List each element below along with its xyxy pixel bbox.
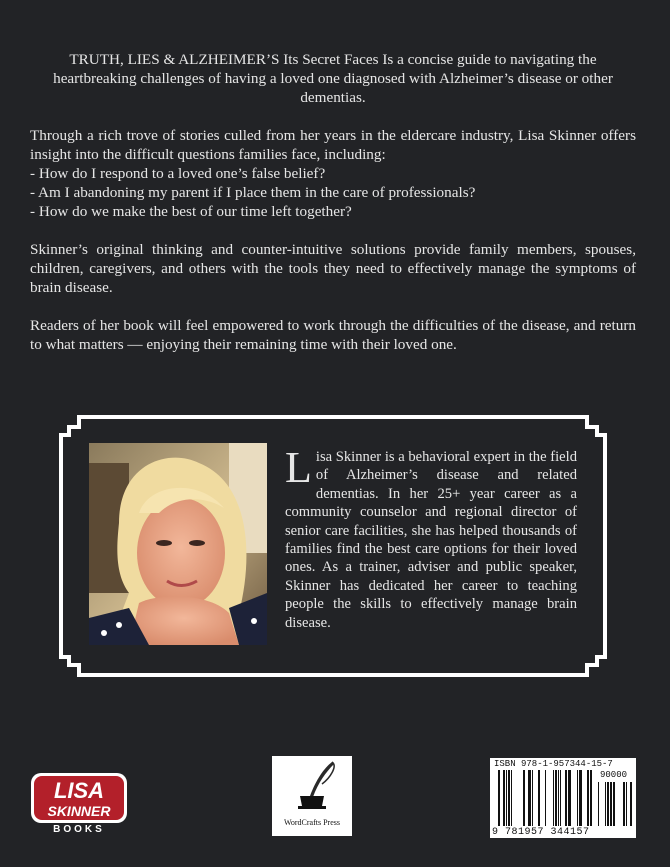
barcode-bar bbox=[511, 770, 512, 826]
barcode-bar bbox=[503, 770, 505, 826]
question-item: - Am I abandoning my parent if I place them in the care of professionals? bbox=[30, 184, 476, 201]
price-code: 90000 bbox=[600, 770, 628, 780]
barcode-bar bbox=[532, 770, 533, 826]
barcode-bar bbox=[630, 782, 632, 826]
back-cover-blurb bbox=[30, 50, 636, 373]
barcode-bars bbox=[490, 758, 636, 838]
barcode-bar bbox=[538, 770, 540, 826]
bio-dropcap: L bbox=[285, 443, 312, 492]
barcode-bar bbox=[553, 770, 554, 826]
lisa-skinner-books-logo bbox=[29, 771, 129, 831]
thinking-paragraph: Skinner’s original thinking and counter-intuitive solutions provide family members, spouses, children, caregivers, and others with the tools they need to effectively manage the symptoms of brain disease. bbox=[30, 241, 636, 296]
barcode-bar bbox=[508, 770, 510, 826]
barcode-bar bbox=[613, 782, 615, 826]
quill-inkwell-icon bbox=[272, 756, 352, 816]
barcode-bar bbox=[590, 770, 592, 826]
barcode-bar bbox=[607, 782, 609, 826]
question-item: - How do we make the best of our time left together? bbox=[30, 203, 352, 220]
barcode-bar bbox=[555, 770, 557, 826]
stories-paragraph bbox=[30, 126, 636, 221]
author-bio bbox=[285, 443, 577, 632]
barcode-bar bbox=[498, 770, 500, 826]
intro-paragraph: TRUTH, LIES & ALZHEIMER’S Its Secret Faces Is a concise guide to navigating the heartbreaking challenges of having a loved one diagnosed with Alzheimer’s disease or other dementias. bbox=[53, 51, 613, 106]
barcode-bar bbox=[528, 770, 531, 826]
barcode-bar bbox=[598, 782, 599, 826]
barcode-bar bbox=[558, 770, 559, 826]
isbn-barcode bbox=[490, 758, 636, 838]
stories-text: Through a rich trove of stories culled from her years in the eldercare industry, Lisa Skinner offers insight into the difficult questions families face, including: bbox=[30, 127, 636, 163]
barcode-bar bbox=[565, 770, 567, 826]
barcode-bar bbox=[605, 782, 606, 826]
logo-skinner-text: SKINNER bbox=[47, 803, 111, 819]
isbn-label: ISBN 978-1-957344-15-7 bbox=[494, 759, 613, 769]
barcode-bar bbox=[506, 770, 507, 826]
barcode-bar bbox=[587, 770, 589, 826]
press-name: WordCrafts Press bbox=[283, 818, 340, 827]
question-item: - How do I respond to a loved one’s false belief? bbox=[30, 165, 326, 182]
barcode-bar bbox=[523, 770, 525, 826]
barcode-bar bbox=[626, 782, 627, 826]
bio-text: isa Skinner is a behavioral expert in the field of Alzheimer’s disease and related dementias. In her 25+ year career as a community counselor and regional director of senior care facilities, she has helped thousands of families find the best care options for their loved ones. As a trainer, adviser and public speaker, Skinner has dedicated her career to teaching people the skills to effectively manage brain disease. bbox=[285, 449, 577, 631]
barcode-bar bbox=[568, 770, 571, 826]
barcode-bar bbox=[579, 770, 582, 826]
barcode-bar bbox=[623, 782, 625, 826]
barcode-bar bbox=[610, 782, 612, 826]
author-photo bbox=[89, 443, 267, 645]
isbn-digits: 9 781957 344157 bbox=[492, 827, 590, 838]
logo-lisa-text: LISA bbox=[53, 778, 105, 803]
wordcrafts-press-logo bbox=[272, 756, 352, 836]
barcode-bar bbox=[560, 770, 561, 826]
readers-paragraph: Readers of her book will feel empowered to work through the difficulties of the disease, and return to what matters — enjoying their remaining time with their loved one. bbox=[30, 317, 636, 353]
barcode-bar bbox=[545, 770, 546, 826]
logo-books-text: BOOKS bbox=[53, 824, 105, 835]
barcode-bar bbox=[577, 770, 578, 826]
